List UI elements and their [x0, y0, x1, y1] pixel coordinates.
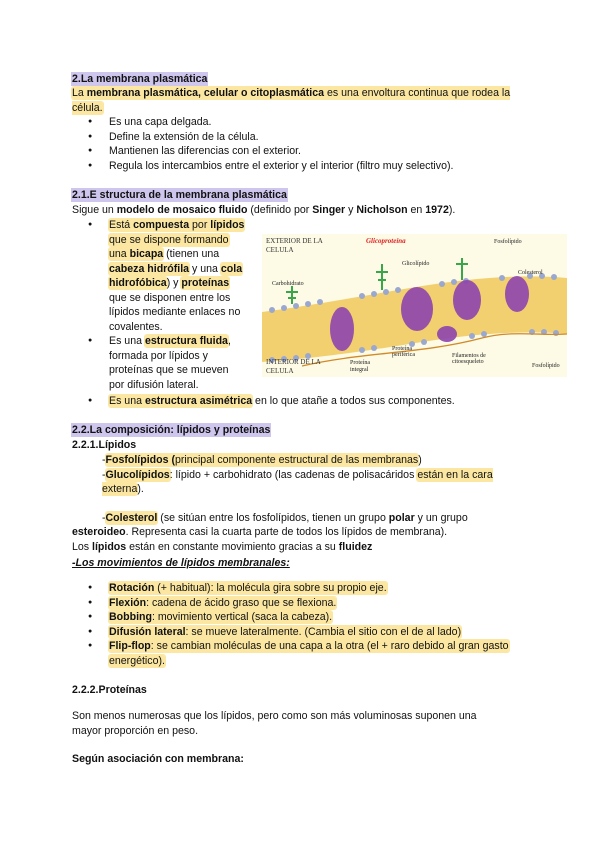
cholesterol-line: -Colesterol (se sitúan entre los fosfolípidos, tienen un grupo polar y un grupo: [102, 511, 468, 524]
label-exterior-2: CELULA: [266, 246, 294, 254]
section-heading: 2.La membrana plasmática: [72, 73, 208, 85]
label-glycoprotein: Glicoproteína: [366, 237, 406, 245]
list-item: ● Es una capa delgada.: [72, 115, 532, 130]
label-carbohydrate: Carbohidrato: [272, 281, 304, 287]
movements-list: [72, 581, 532, 668]
subsubsection-title: 2.2.1.Lípidos: [72, 439, 137, 451]
list-item: ● Está compuesta por lípidos que se dispone formando una bicapa (tienen una cabeza hidrófila y una cola hidrofóbica) y proteínas que se disponen entre los lípidos mediante enlaces no covalentes.: [72, 218, 272, 334]
list-item: ● Rotación (+ habitual): la molécula gira sobre su propio eje.: [72, 581, 532, 596]
subsection-heading: 2.1.E structura de la membrana plasmática: [72, 189, 287, 201]
list-item: ● Mantienen las diferencias con el exterior.: [72, 144, 532, 159]
label-phospholipid-2: Fosfolípido: [532, 363, 560, 369]
label-filaments: Filamentos de: [452, 353, 486, 359]
label-integral-protein: Proteína: [350, 360, 370, 366]
model-paragraph: Sigue un modelo de mosaico fluido (definido por Singer y Nicholson en 1972).: [72, 204, 456, 216]
label-interior: INTERIOR DE LA: [266, 358, 321, 366]
membrane-diagram: [262, 234, 567, 377]
label-cholesterol: Colesterol: [518, 270, 543, 276]
lipids-fluidity-line: Los lípidos están en constante movimiento gracias a su fluidez: [72, 540, 373, 553]
list-item: ● Regula los intercambios entre el exterior y el interior (filtro muy selectivo).: [72, 159, 532, 174]
membrane-illustration: [262, 234, 567, 377]
proteins-paragraph: Son menos numerosas que los lípidos, pero como son más voluminosas suponen una mayor proporción en peso.: [72, 710, 477, 737]
label-glycolipid: Glicolípido: [402, 261, 430, 267]
label-integral-protein-2: integral: [350, 367, 369, 373]
association-title: Según asociación con membrana:: [72, 753, 244, 765]
glycolipids-line: -Glucolípidos: lípido + carbohidrato (las cadenas de polisacáridos están en la cara externa).: [102, 468, 493, 495]
label-peripheral-protein: Proteína: [392, 346, 412, 352]
bullet-list: [72, 115, 532, 173]
label-phospholipid: Fosfolípido: [494, 239, 522, 245]
list-item: ● Es una estructura asimétrica en lo que atañe a todos sus componentes.: [72, 394, 532, 409]
proteins-title: 2.2.2.Proteínas: [72, 684, 147, 696]
list-item: ● Bobbing: movimiento vertical (saca la cabeza).: [72, 610, 532, 625]
cholesterol-line-2: esteroideo. Representa casi la cuarta parte de todos los lípidos de membrana).: [72, 526, 448, 538]
movements-title: -Los movimientos de lípidos membranales:: [72, 557, 290, 569]
section-title: [72, 72, 532, 87]
list-item: ● Flexión: cadena de ácido graso que se flexiona.: [72, 596, 532, 611]
phospholipids-line: -Fosfolípidos (principal componente estructural de las membranas): [102, 454, 422, 466]
list-item: ● Flip-flop: se cambian moléculas de una capa a la otra (el + raro debido al gran gasto energético).: [72, 639, 532, 668]
list-item: ● Define la extensión de la célula.: [72, 130, 532, 145]
label-peripheral-protein-2: periférica: [392, 352, 415, 358]
list-item: ● Difusión lateral: se mueve lateralmente. (Cambia el sitio con el de al lado): [72, 625, 532, 640]
label-interior-2: CELULA: [266, 367, 294, 375]
label-filaments-2: citoesqueleto: [452, 359, 484, 365]
subsection-title: 2.2.La composición: lípidos y proteínas: [72, 424, 271, 436]
lipid-types: [72, 453, 534, 554]
intro-paragraph: La membrana plasmática, celular o citoplasmática es una envoltura continua que rodea la célula.: [72, 87, 511, 114]
asymmetric-bullet: [72, 394, 532, 409]
label-exterior: EXTERIOR DE LA: [266, 237, 323, 245]
structure-bullets: [72, 218, 272, 392]
subsection-title: [72, 188, 532, 203]
list-item: ● Es una estructura fluida, formada por lípidos y proteínas que se mueven por difusión lateral.: [72, 334, 272, 392]
